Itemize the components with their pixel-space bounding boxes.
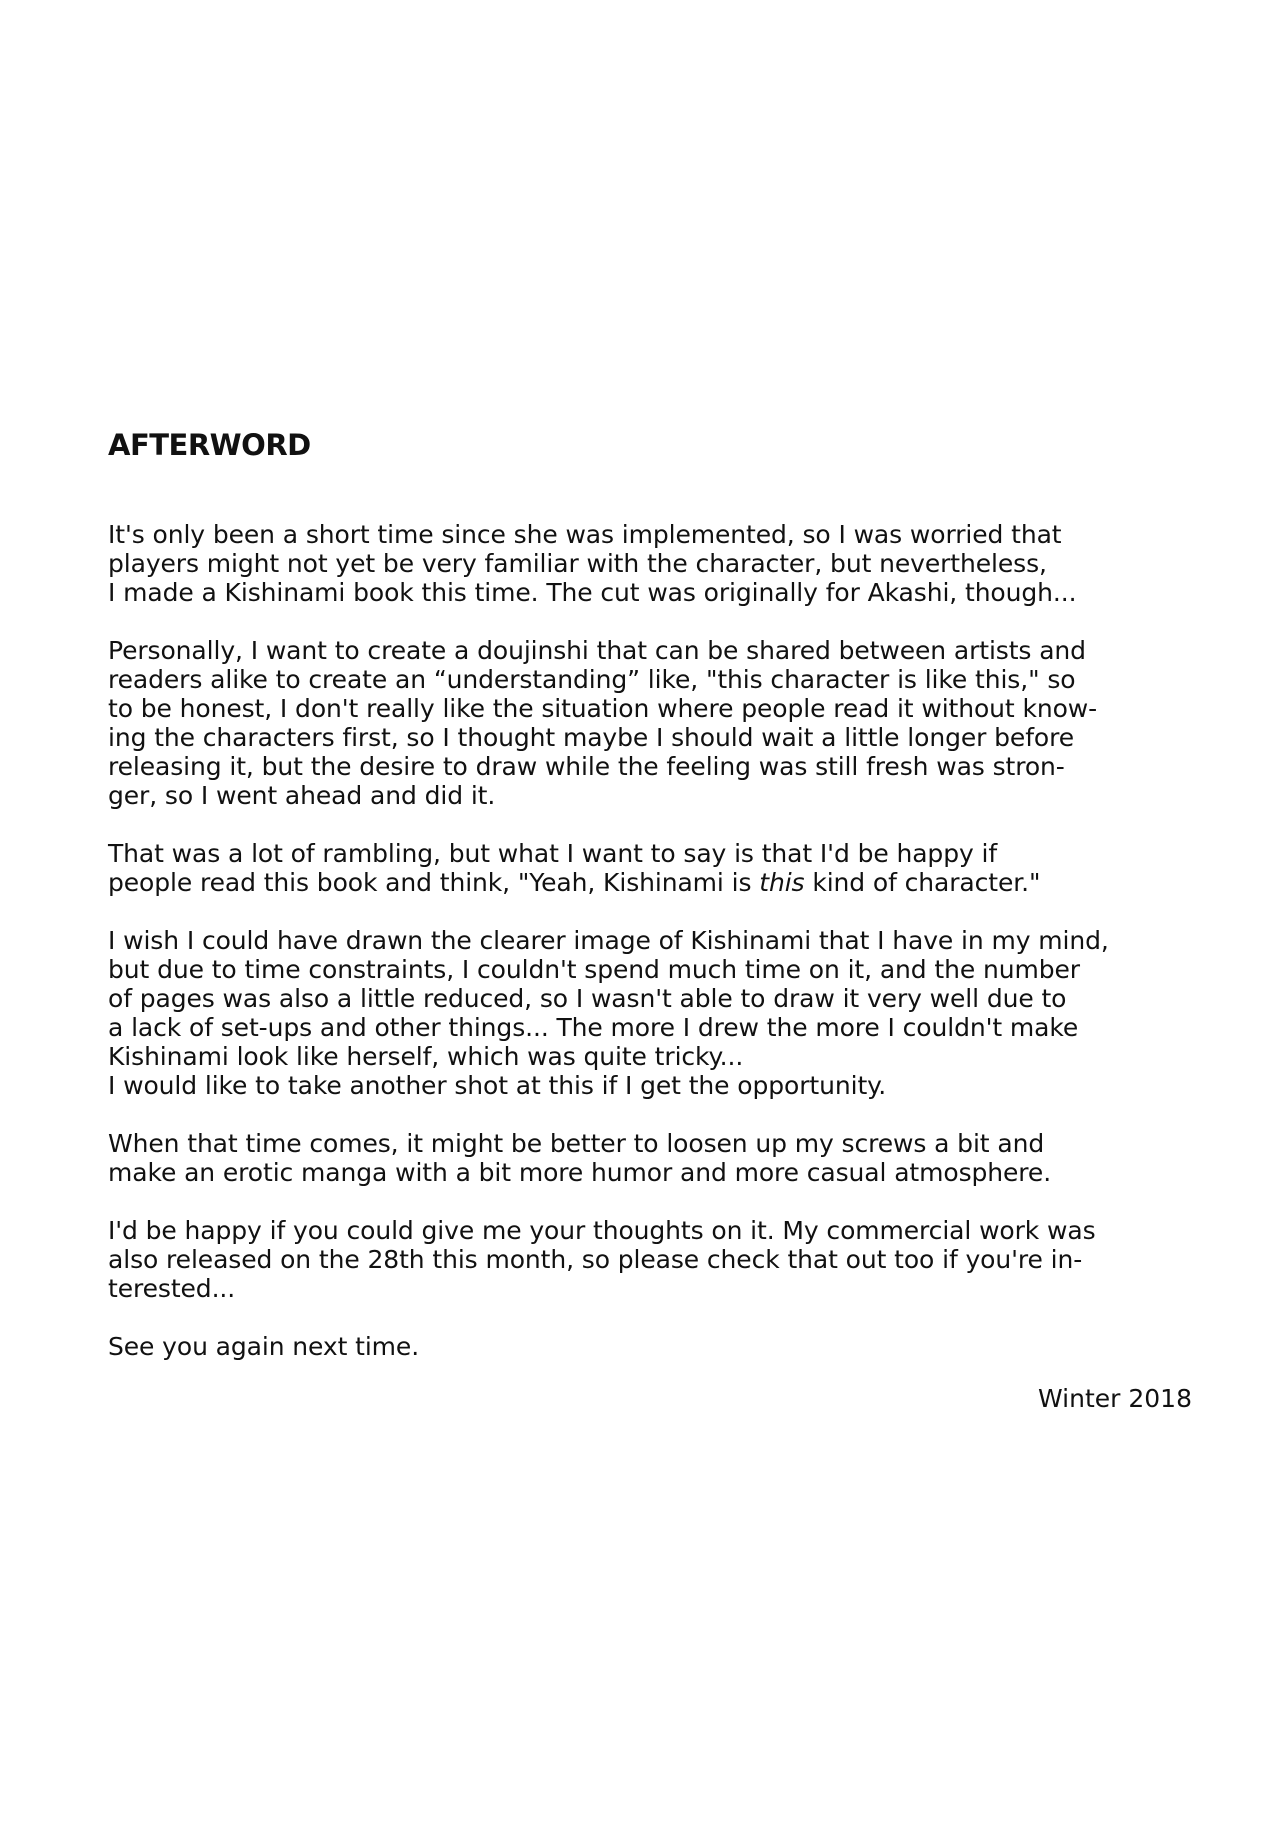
text-line-emphasis [108, 868, 1213, 897]
text-fragment: kind of character." [804, 868, 1041, 897]
page-title: AFTERWORD [108, 428, 311, 462]
text-line: but due to time constraints, I couldn't spend much time on it, and the number [108, 955, 1080, 984]
paragraph-6 [108, 1216, 1213, 1303]
text-line: also released on the 28th this month, so please check that out too if you're in- [108, 1245, 1083, 1274]
text-line: ing the characters first, so I thought maybe I should wait a little longer before [108, 723, 1075, 752]
text-line: I'd be happy if you could give me your thoughts on it. My commercial work was [108, 1216, 1096, 1245]
paragraph-5 [108, 1129, 1213, 1187]
text-line: When that time comes, it might be better to loosen up my screws a bit and [108, 1129, 1045, 1158]
paragraph-4 [108, 926, 1213, 1100]
text-line: readers alike to create an “understanding” like, "this character is like this," so [108, 665, 1076, 694]
text-line: I would like to take another shot at this if I get the opportunity. [108, 1071, 887, 1100]
text-line: players might not yet be very familiar with the character, but nevertheless, [108, 549, 1047, 578]
text-fragment: people read this book and think, "Yeah, Kishinami is [108, 868, 760, 897]
paragraph-7 [108, 1332, 1213, 1361]
signature-date: Winter 2018 [1038, 1384, 1192, 1413]
emphasized-word: this [759, 868, 805, 897]
text-line: It's only been a short time since she was implemented, so I was worried that [108, 520, 1062, 549]
text-line: Kishinami look like herself, which was quite tricky... [108, 1042, 744, 1071]
text-line: That was a lot of rambling, but what I want to say is that I'd be happy if [108, 839, 998, 868]
paragraph-2 [108, 636, 1213, 810]
text-line: Personally, I want to create a doujinshi that can be shared between artists and [108, 636, 1086, 665]
text-line: I made a Kishinami book this time. The cut was originally for Akashi, though... [108, 578, 1077, 607]
text-line: make an erotic manga with a bit more humor and more casual atmosphere. [108, 1158, 1052, 1187]
paragraph-3 [108, 839, 1213, 897]
text-line: releasing it, but the desire to draw while the feeling was still fresh was stron- [108, 752, 1065, 781]
text-line: See you again next time. [108, 1332, 420, 1361]
text-line: a lack of set-ups and other things... The more I drew the more I couldn't make [108, 1013, 1079, 1042]
text-line: to be honest, I don't really like the situation where people read it without know- [108, 694, 1098, 723]
afterword-body [108, 520, 1213, 1390]
text-line: ger, so I went ahead and did it. [108, 781, 496, 810]
paragraph-1 [108, 520, 1213, 607]
text-line: I wish I could have drawn the clearer image of Kishinami that I have in my mind, [108, 926, 1109, 955]
text-line: of pages was also a little reduced, so I wasn't able to draw it very well due to [108, 984, 1067, 1013]
text-line: terested... [108, 1274, 236, 1303]
